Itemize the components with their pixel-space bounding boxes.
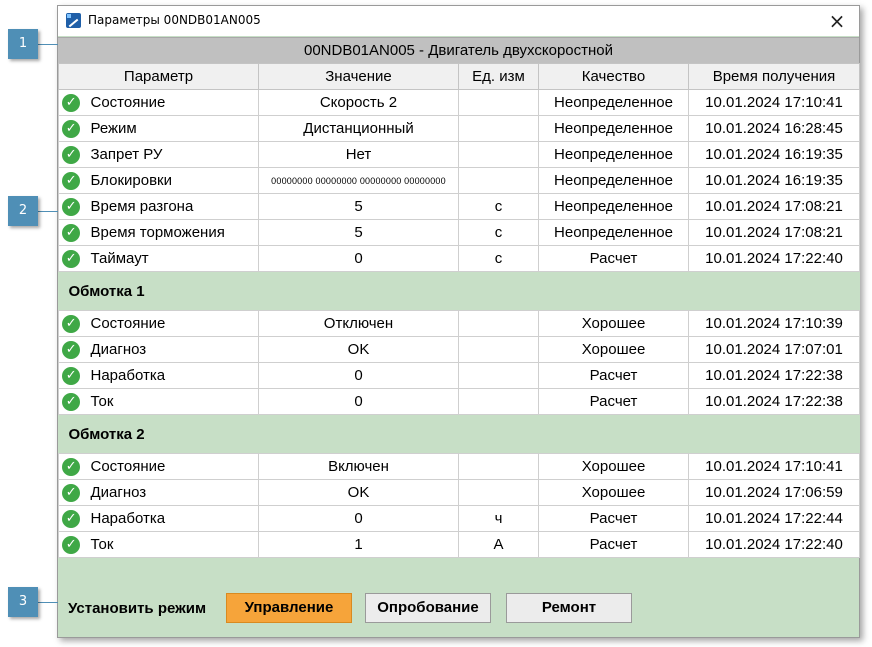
param-unit xyxy=(459,454,539,480)
check-circle-icon: ✓ xyxy=(62,146,80,164)
param-name: Блокировки xyxy=(84,168,259,194)
table-row[interactable] xyxy=(59,168,860,194)
param-time: 10.01.2024 16:19:35 xyxy=(689,168,860,194)
table-row[interactable] xyxy=(59,142,860,168)
check-circle-icon: ✓ xyxy=(62,172,80,190)
check-circle-icon: ✓ xyxy=(62,367,80,385)
table-row[interactable] xyxy=(59,389,860,415)
param-time: 10.01.2024 17:22:44 xyxy=(689,506,860,532)
table-row[interactable] xyxy=(59,246,860,272)
param-name: Режим xyxy=(84,116,259,142)
param-quality: Неопределенное xyxy=(539,168,689,194)
param-time: 10.01.2024 17:10:41 xyxy=(689,454,860,480)
param-name: Таймаут xyxy=(84,246,259,272)
param-unit xyxy=(459,363,539,389)
table-row[interactable] xyxy=(59,480,860,506)
param-unit xyxy=(459,480,539,506)
table-row[interactable] xyxy=(59,194,860,220)
param-name: Состояние xyxy=(84,311,259,337)
param-unit: с xyxy=(459,246,539,272)
param-quality: Неопределенное xyxy=(539,220,689,246)
callout-2-leader xyxy=(38,211,58,212)
group-header-winding-2 xyxy=(59,415,860,454)
param-name: Диагноз xyxy=(84,337,259,363)
table-row[interactable] xyxy=(59,220,860,246)
parameters-window xyxy=(57,5,860,638)
column-header-quality[interactable]: Качество xyxy=(539,64,689,90)
repair-mode-button[interactable]: Ремонт xyxy=(506,593,632,623)
param-time: 10.01.2024 17:22:40 xyxy=(689,246,860,272)
table-row[interactable] xyxy=(59,337,860,363)
param-time: 10.01.2024 16:19:35 xyxy=(689,142,860,168)
param-value: Отключен xyxy=(259,311,459,337)
param-quality: Хорошее xyxy=(539,311,689,337)
param-value: 0 xyxy=(259,506,459,532)
check-circle-icon: ✓ xyxy=(62,198,80,216)
param-name: Ток xyxy=(84,389,259,415)
table-row[interactable] xyxy=(59,116,860,142)
table-row[interactable] xyxy=(59,363,860,389)
param-value: OK xyxy=(259,337,459,363)
param-value: OK xyxy=(259,480,459,506)
parameters-table xyxy=(58,63,860,558)
param-time: 10.01.2024 17:08:21 xyxy=(689,220,860,246)
param-value: 0 xyxy=(259,246,459,272)
param-time: 10.01.2024 16:28:45 xyxy=(689,116,860,142)
check-circle-icon: ✓ xyxy=(62,250,80,268)
param-quality: Неопределенное xyxy=(539,194,689,220)
param-unit xyxy=(459,116,539,142)
check-circle-icon: ✓ xyxy=(62,536,80,554)
param-name: Состояние xyxy=(84,90,259,116)
check-circle-icon: ✓ xyxy=(62,458,80,476)
param-value: 0 xyxy=(259,363,459,389)
param-time: 10.01.2024 17:08:21 xyxy=(689,194,860,220)
param-time: 10.01.2024 17:22:38 xyxy=(689,389,860,415)
device-header: 00NDB01AN005 - Двигатель двухскоростной xyxy=(58,37,859,65)
param-name: Наработка xyxy=(84,506,259,532)
param-value: 1 xyxy=(259,532,459,558)
param-name: Диагноз xyxy=(84,480,259,506)
param-value: 5 xyxy=(259,220,459,246)
window-title: Параметры 00NDB01AN005 xyxy=(88,13,261,27)
close-button[interactable]: × xyxy=(828,9,846,33)
check-circle-icon: ✓ xyxy=(62,120,80,138)
param-unit xyxy=(459,311,539,337)
table-row[interactable] xyxy=(59,90,860,116)
check-circle-icon: ✓ xyxy=(62,224,80,242)
param-time: 10.01.2024 17:10:41 xyxy=(689,90,860,116)
callout-1-leader xyxy=(38,44,58,45)
check-circle-icon: ✓ xyxy=(62,510,80,528)
table-header-row xyxy=(59,64,860,90)
param-quality: Расчет xyxy=(539,389,689,415)
check-circle-icon: ✓ xyxy=(62,484,80,502)
param-time: 10.01.2024 17:07:01 xyxy=(689,337,860,363)
param-value: Скорость 2 xyxy=(259,90,459,116)
check-circle-icon: ✓ xyxy=(62,315,80,333)
param-time: 10.01.2024 17:06:59 xyxy=(689,480,860,506)
param-unit: с xyxy=(459,194,539,220)
callout-3-leader xyxy=(38,602,58,603)
param-quality: Неопределенное xyxy=(539,90,689,116)
param-value: 0 xyxy=(259,389,459,415)
check-circle-icon: ✓ xyxy=(62,393,80,411)
param-quality: Хорошее xyxy=(539,480,689,506)
param-time: 10.01.2024 17:10:39 xyxy=(689,311,860,337)
check-circle-icon: ✓ xyxy=(62,341,80,359)
param-quality: Расчет xyxy=(539,363,689,389)
param-unit xyxy=(459,90,539,116)
table-row[interactable] xyxy=(59,506,860,532)
param-name: Наработка xyxy=(84,363,259,389)
param-quality: Неопределенное xyxy=(539,116,689,142)
table-row[interactable] xyxy=(59,532,860,558)
param-quality: Неопределенное xyxy=(539,142,689,168)
set-mode-label: Установить режим xyxy=(68,600,207,617)
param-value: 00000000 00000000 00000000 00000000 xyxy=(259,168,459,194)
param-quality: Расчет xyxy=(539,506,689,532)
param-unit: А xyxy=(459,532,539,558)
column-header-time[interactable]: Время получения xyxy=(689,64,860,90)
param-time: 10.01.2024 17:22:40 xyxy=(689,532,860,558)
param-name: Время торможения xyxy=(84,220,259,246)
callout-1-badge: 1 xyxy=(8,29,38,59)
group-header-winding-1 xyxy=(59,272,860,311)
param-name: Ток xyxy=(84,532,259,558)
group-title: Обмотка 1 xyxy=(59,272,860,311)
param-time: 10.01.2024 17:22:38 xyxy=(689,363,860,389)
group-title: Обмотка 2 xyxy=(59,415,860,454)
param-unit xyxy=(459,168,539,194)
param-name: Запрет РУ xyxy=(84,142,259,168)
column-header-value[interactable]: Значение xyxy=(259,64,459,90)
param-value: Дистанционный xyxy=(259,116,459,142)
title-bar[interactable] xyxy=(58,6,859,36)
column-header-parameter[interactable]: Параметр xyxy=(59,64,259,90)
param-unit: ч xyxy=(459,506,539,532)
app-icon xyxy=(66,13,81,28)
column-header-unit[interactable]: Ед. изм xyxy=(459,64,539,90)
param-quality: Хорошее xyxy=(539,337,689,363)
param-value: 5 xyxy=(259,194,459,220)
callout-2-badge: 2 xyxy=(8,196,38,226)
control-mode-button[interactable]: Управление xyxy=(226,593,352,623)
param-unit xyxy=(459,142,539,168)
test-mode-button[interactable]: Опробование xyxy=(365,593,491,623)
param-value: Нет xyxy=(259,142,459,168)
table-row[interactable] xyxy=(59,454,860,480)
param-quality: Хорошее xyxy=(539,454,689,480)
callout-3-badge: 3 xyxy=(8,587,38,617)
param-quality: Расчет xyxy=(539,246,689,272)
param-unit xyxy=(459,337,539,363)
param-value: Включен xyxy=(259,454,459,480)
param-name: Время разгона xyxy=(84,194,259,220)
check-circle-icon: ✓ xyxy=(62,94,80,112)
param-unit: с xyxy=(459,220,539,246)
param-name: Состояние xyxy=(84,454,259,480)
table-row[interactable] xyxy=(59,311,860,337)
param-unit xyxy=(459,389,539,415)
param-quality: Расчет xyxy=(539,532,689,558)
